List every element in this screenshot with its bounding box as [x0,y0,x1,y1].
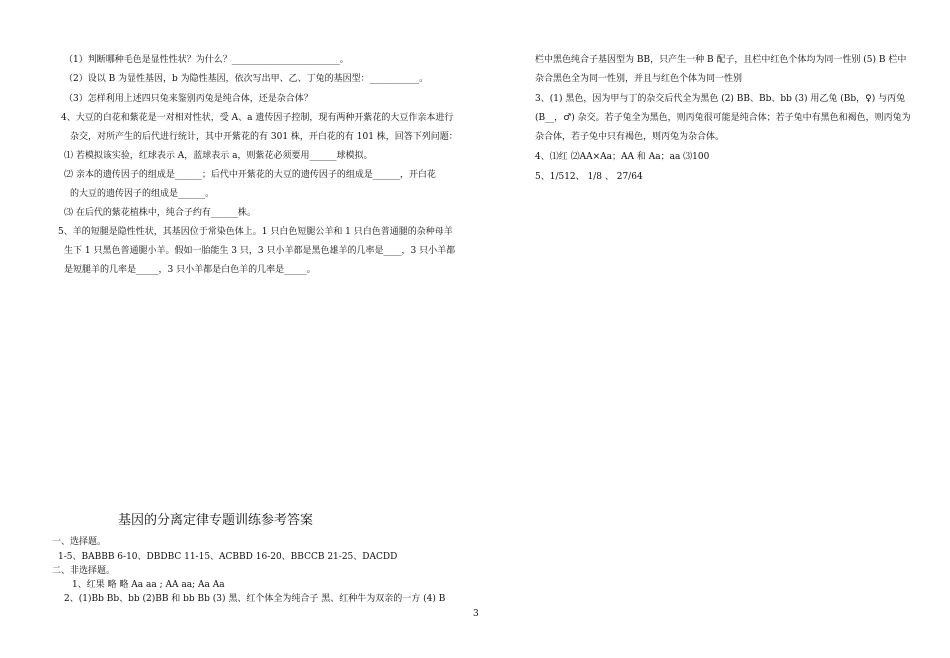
question-5-stem-cont: 生下 1 只黑色普通腿小羊。假如一胎能生 3 只，3 只小羊都是黑色雄羊的几率是____，3 只小羊都 [64,246,456,256]
answer-3-cont-2: 杂合体，若子兔中只有褐色，则丙兔为杂合体。 [535,132,725,142]
question-3-part-3: （3）怎样利用上述四只兔来鉴别丙兔是纯合体，还是杂合体？ [64,94,313,104]
answer-3-cont: (B__，♂) 杂交。若子兔全为黑色，则丙兔很可能是纯合体；若子兔中有黑色和褐色，则丙兔为 [535,113,911,123]
answer-2-cont: 栏中黑色纯合子基因型为 BB，只产生一种 B 配子，且栏中红色个体均为同一性别 (5) B 栏中 [535,55,907,65]
answer-2-cont-2: 杂合黑色全为同一性别，并且与红色个体为同一性别 [535,74,743,84]
answer-section-nonchoice: 二、非选择题。 [52,566,116,576]
answer-4: 4、⑴红 ⑵AA×Aa；AA 和 Aa；aa ⑶100 [535,152,710,162]
answer-3: 3、(1) 黑色，因为甲与丁的杂交后代全为黑色 (2) BB、Bb、bb (3) 用乙兔 (Bb，♀) 与丙兔 [535,94,906,104]
question-4-part-1: ⑴ 若模拟该实验，红球表示 A，蓝球表示 a，则紫花必须要用______球模拟。 [64,151,373,161]
answer-2: 2、(1)Bb Bb、bb (2)BB 和 bb Bb (3) 黑、红个体全为纯合子 黑、红种牛为双亲的一方 (4) B [64,594,446,604]
question-4-part-2-cont: 的大豆的遗传因子的组成是______。 [70,189,215,199]
question-3-part-1: （1）判断哪种毛色是显性性状？为什么？________________________。 [64,55,349,65]
question-4-part-3: ⑶ 在后代的紫花植株中，纯合子约有______株。 [64,208,256,218]
answer-section-choice: 一、选择题。 [52,537,107,547]
question-4-part-2: ⑵ 亲本的遗传因子的组成是______；后代中开紫花的大豆的遗传因子的组成是______，开白花 [64,170,436,180]
answer-choice-list: 1-5、BABBB 6-10、DBDBC 11-15、ACBBD 16-20、BBCCB 21-25、DACDD [58,552,398,562]
question-4-stem: 4、大豆的白花和紫花是一对相对性状，受 A、a 遗传因子控制，现有两种开紫花的大豆作亲本进行 [61,113,454,123]
answer-key-title: 基因的分离定律专题训练参考答案 [118,513,314,528]
answer-5: 5、1/512、 1/8 、 27/64 [535,172,643,182]
question-5-stem-end: 是短腿羊的几率是_____，3 只小羊都是白色羊的几率是_____。 [64,265,316,275]
page-number: 3 [473,609,479,619]
answer-1: 1、红果 略 略 Aa aa ; AA aa; Aa Aa [72,580,225,590]
question-3-part-2: （2）设以 B 为显性基因，b 为隐性基因，依次写出甲、乙、丁兔的基因型：___________。 [64,74,429,84]
question-4-stem-cont: 杂交，对所产生的后代进行统计，其中开紫花的有 301 株，开白花的有 101 株，回答下列问题： [70,132,458,142]
question-5-stem: 5、羊的短腿是隐性性状，其基因位于常染色体上。1 只白色短腿公羊和 1 只白色普通腿的杂种母羊 [58,227,453,237]
